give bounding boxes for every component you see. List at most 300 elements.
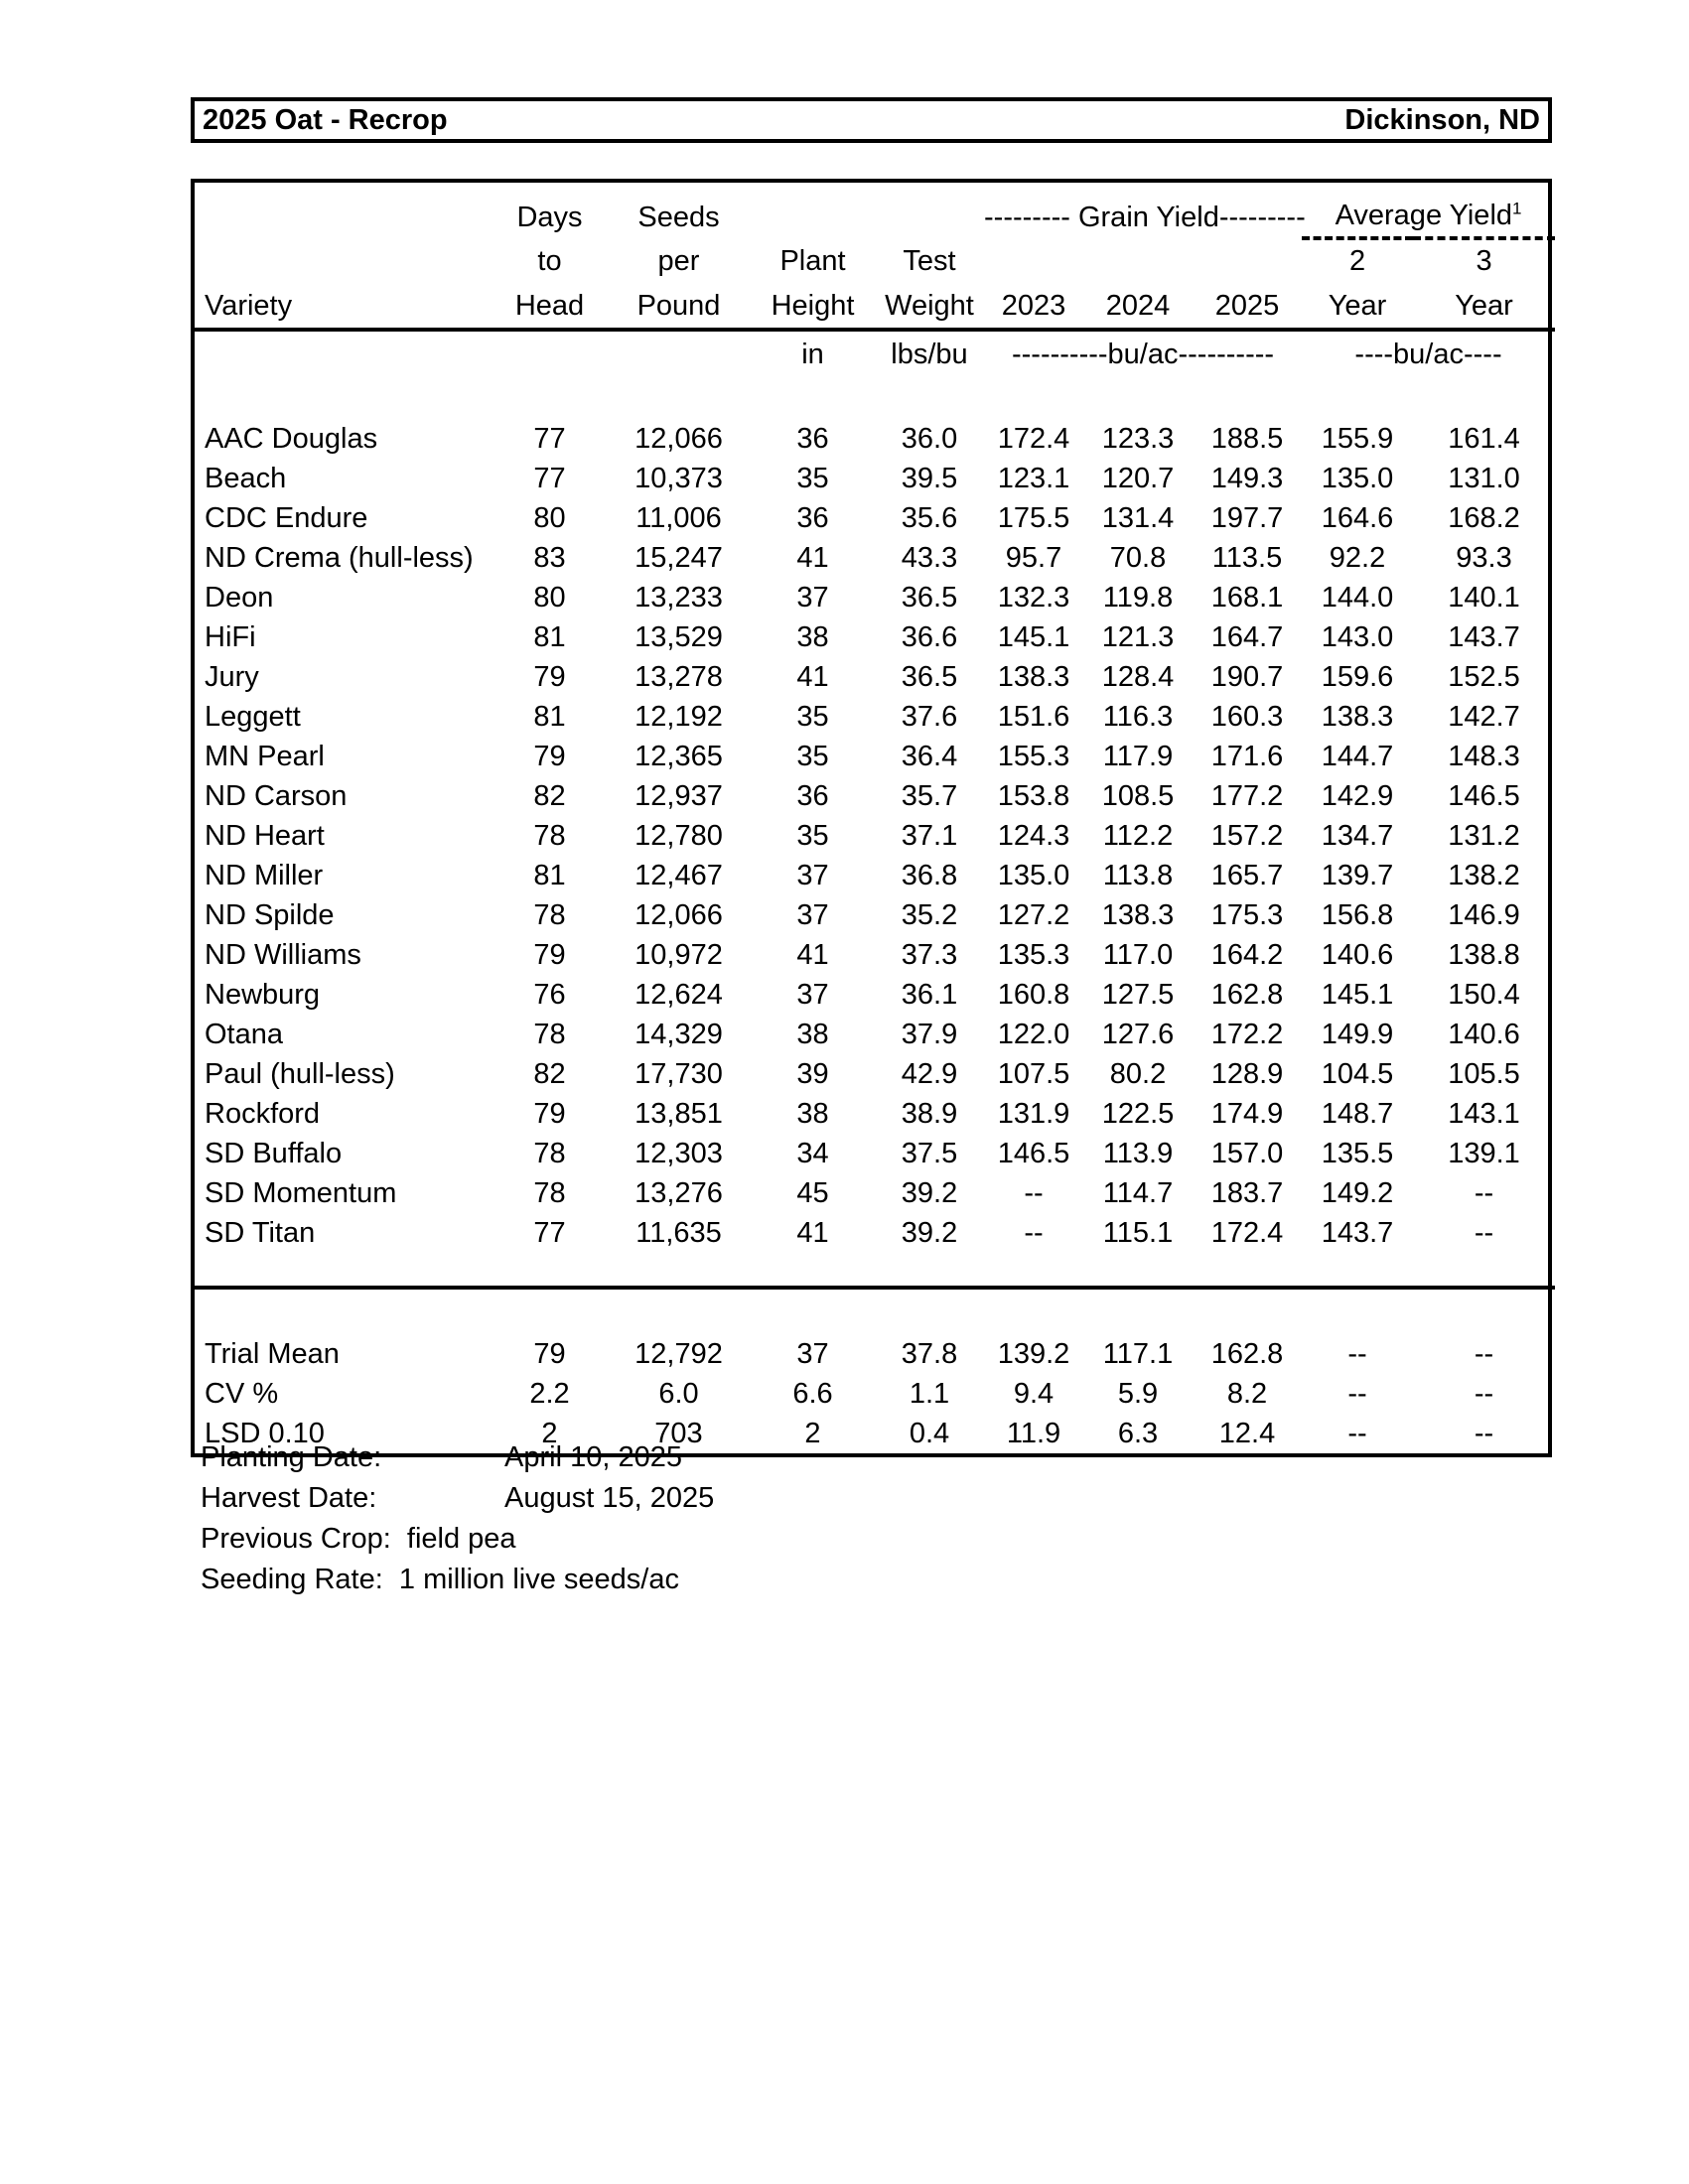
harvest-date-value: August 15, 2025 xyxy=(504,1482,715,1514)
row-label: ND Williams xyxy=(205,938,361,971)
section-divider xyxy=(195,1253,1555,1334)
value-cell: 93.3 xyxy=(1456,541,1512,574)
value-cell: 2 xyxy=(804,1417,821,1449)
value-cell: 78 xyxy=(533,898,566,931)
header-year-2025: 2025 xyxy=(1193,281,1302,330)
value-cell: 157.2 xyxy=(1210,819,1284,852)
value-cell: 145.1 xyxy=(997,620,1070,653)
value-cell: 11,635 xyxy=(635,1216,722,1249)
value-cell: 142.9 xyxy=(1321,779,1394,812)
header-avg-2yr-label: Year xyxy=(1302,281,1413,330)
value-cell: 151.6 xyxy=(997,700,1070,733)
row-label: Otana xyxy=(205,1018,283,1050)
value-cell: 35.7 xyxy=(901,779,958,812)
value-cell: 78 xyxy=(533,1176,566,1209)
value-cell: 139.1 xyxy=(1448,1137,1520,1169)
row-label: Trial Mean xyxy=(205,1337,340,1370)
spacer-row xyxy=(195,1288,1555,1334)
value-cell: 17,730 xyxy=(634,1057,723,1090)
value-cell: 37.6 xyxy=(901,700,958,733)
header-variety: Variety xyxy=(195,281,493,330)
planting-date-value: April 10, 2025 xyxy=(504,1441,682,1473)
header-test-2: Weight xyxy=(875,281,984,330)
value-cell: 79 xyxy=(533,740,566,772)
variety-row xyxy=(195,1015,1555,1054)
units-test-weight: lbs/bu xyxy=(891,338,968,370)
variety-row xyxy=(195,1054,1555,1094)
value-cell: 116.3 xyxy=(1102,700,1174,733)
value-cell: 39 xyxy=(796,1057,829,1090)
value-cell: 138.2 xyxy=(1448,859,1520,891)
header-plant-2: Height xyxy=(751,281,875,330)
value-cell: 77 xyxy=(533,422,566,455)
value-cell: 12,792 xyxy=(634,1337,723,1370)
value-cell: 131.4 xyxy=(1101,501,1175,534)
footer-grid xyxy=(201,1437,714,1519)
value-cell: 37.8 xyxy=(901,1337,958,1370)
header-plant-1: Plant xyxy=(779,245,846,277)
variety-row xyxy=(195,935,1555,975)
value-cell: 160.3 xyxy=(1210,700,1284,733)
units-spacer xyxy=(195,330,751,377)
value-cell: 13,233 xyxy=(634,581,723,614)
value-cell: 108.5 xyxy=(1101,779,1175,812)
spacer-row xyxy=(195,377,1555,419)
variety-row xyxy=(195,1134,1555,1173)
value-cell: 120.7 xyxy=(1101,462,1175,494)
value-cell: 162.8 xyxy=(1210,978,1284,1011)
value-cell: 77 xyxy=(533,462,566,494)
value-cell: 135.3 xyxy=(997,938,1070,971)
value-cell: 143.1 xyxy=(1448,1097,1520,1130)
value-cell: 10,373 xyxy=(634,462,723,494)
value-cell: 81 xyxy=(533,620,566,653)
row-label: Leggett xyxy=(205,700,301,733)
value-cell: 143.7 xyxy=(1448,620,1520,653)
header-test-1: Test xyxy=(903,245,956,277)
value-cell: 156.8 xyxy=(1321,898,1394,931)
header-row-1 xyxy=(195,183,1555,238)
value-cell: 80 xyxy=(533,581,566,614)
value-cell: 160.8 xyxy=(997,978,1070,1011)
value-cell: 41 xyxy=(796,938,829,971)
value-cell: 146.5 xyxy=(1448,779,1520,812)
summary-row xyxy=(195,1374,1555,1414)
value-cell: 164.2 xyxy=(1210,938,1284,971)
row-label: SD Momentum xyxy=(205,1176,397,1209)
value-cell: 157.0 xyxy=(1210,1137,1284,1169)
value-cell: 6.3 xyxy=(1117,1417,1159,1449)
value-cell: 12,624 xyxy=(634,978,723,1011)
value-cell: 146.5 xyxy=(997,1137,1070,1169)
header-year-2024: 2024 xyxy=(1083,281,1193,330)
header-spacer xyxy=(751,183,875,238)
value-cell: 36.5 xyxy=(901,660,958,693)
value-cell: 122.5 xyxy=(1101,1097,1175,1130)
value-cell: 140.1 xyxy=(1448,581,1520,614)
value-cell: 171.6 xyxy=(1210,740,1284,772)
row-label: Jury xyxy=(205,660,259,693)
value-cell: 104.5 xyxy=(1321,1057,1394,1090)
value-cell: 112.2 xyxy=(1102,819,1174,852)
summary-rows xyxy=(195,1334,1555,1453)
value-cell: 37 xyxy=(796,978,829,1011)
value-cell: 131.2 xyxy=(1448,819,1520,852)
row-label: LSD 0.10 xyxy=(205,1417,325,1449)
trial-table xyxy=(195,183,1555,1453)
units-grain-yield: ----------bu/ac---------- xyxy=(1011,338,1275,370)
variety-row xyxy=(195,1173,1555,1213)
value-cell: 2.2 xyxy=(529,1377,570,1410)
units-plant-height: in xyxy=(801,338,824,370)
value-cell: 36.0 xyxy=(901,422,958,455)
value-cell: 77 xyxy=(533,1216,566,1249)
value-cell: 177.2 xyxy=(1210,779,1284,812)
value-cell: 127.2 xyxy=(997,898,1070,931)
variety-row xyxy=(195,1213,1555,1253)
value-cell: -- xyxy=(1347,1417,1367,1449)
value-cell: 703 xyxy=(654,1417,703,1449)
header-days-3: Head xyxy=(493,281,607,330)
value-cell: 39.2 xyxy=(901,1176,958,1209)
value-cell: 107.5 xyxy=(997,1057,1070,1090)
value-cell: -- xyxy=(1347,1337,1367,1370)
row-label: AAC Douglas xyxy=(205,422,378,455)
value-cell: -- xyxy=(1474,1176,1494,1209)
value-cell: 174.9 xyxy=(1210,1097,1284,1130)
value-cell: 124.3 xyxy=(997,819,1070,852)
value-cell: 79 xyxy=(533,1097,566,1130)
value-cell: 82 xyxy=(533,1057,566,1090)
divider-row xyxy=(195,1253,1555,1288)
previous-crop-line: Previous Crop: field pea xyxy=(201,1523,516,1555)
value-cell: 34 xyxy=(796,1137,829,1169)
value-cell: 12,937 xyxy=(634,779,723,812)
value-cell: 81 xyxy=(533,859,566,891)
value-cell: 35.6 xyxy=(901,501,958,534)
value-cell: 39.5 xyxy=(901,462,958,494)
header-days-2: to xyxy=(537,245,562,277)
value-cell: 115.1 xyxy=(1102,1216,1174,1249)
value-cell: 117.9 xyxy=(1102,740,1174,772)
row-label: Paul (hull-less) xyxy=(205,1057,395,1090)
row-label: ND Crema (hull-less) xyxy=(205,541,474,574)
value-cell: 172.4 xyxy=(1210,1216,1284,1249)
value-cell: -- xyxy=(1474,1377,1494,1410)
value-cell: 37 xyxy=(796,898,829,931)
value-cell: 80.2 xyxy=(1109,1057,1167,1090)
trial-table-box xyxy=(191,179,1552,1457)
value-cell: 41 xyxy=(796,660,829,693)
value-cell: 144.7 xyxy=(1321,740,1394,772)
value-cell: 36.6 xyxy=(901,620,958,653)
value-cell: 11,006 xyxy=(635,501,722,534)
value-cell: 12.4 xyxy=(1218,1417,1276,1449)
header-avg-2yr-num: 2 xyxy=(1348,245,1366,277)
value-cell: 135.0 xyxy=(997,859,1070,891)
variety-row xyxy=(195,459,1555,498)
value-cell: 12,066 xyxy=(634,898,723,931)
value-cell: 175.3 xyxy=(1210,898,1284,931)
value-cell: 36.4 xyxy=(901,740,958,772)
value-cell: 172.4 xyxy=(997,422,1070,455)
variety-rows xyxy=(195,419,1555,1253)
header-average-yield xyxy=(1302,183,1555,238)
row-label: MN Pearl xyxy=(205,740,325,772)
value-cell: 37.3 xyxy=(901,938,958,971)
value-cell: 12,365 xyxy=(634,740,723,772)
row-label: Deon xyxy=(205,581,274,614)
value-cell: 37.5 xyxy=(901,1137,958,1169)
value-cell: -- xyxy=(1474,1216,1494,1249)
value-cell: 175.5 xyxy=(997,501,1070,534)
row-label: CDC Endure xyxy=(205,501,368,534)
footnote-marker: 1 xyxy=(1512,199,1522,218)
value-cell: 164.6 xyxy=(1321,501,1394,534)
value-cell: 12,303 xyxy=(634,1137,723,1169)
variety-row xyxy=(195,538,1555,578)
header-grain-yield: --------- Grain Yield--------- xyxy=(984,202,1306,233)
value-cell: 79 xyxy=(533,660,566,693)
value-cell: 10,972 xyxy=(634,938,723,971)
value-cell: 70.8 xyxy=(1109,541,1167,574)
value-cell: 37 xyxy=(796,581,829,614)
report-location: Dickinson, ND xyxy=(1344,103,1540,136)
value-cell: 135.0 xyxy=(1321,462,1394,494)
value-cell: 5.9 xyxy=(1117,1377,1159,1410)
report-title: 2025 Oat - Recrop xyxy=(203,103,448,136)
value-cell: 128.9 xyxy=(1210,1057,1284,1090)
header-year-2023: 2023 xyxy=(984,281,1083,330)
value-cell: 37 xyxy=(796,859,829,891)
value-cell: 36.1 xyxy=(901,978,958,1011)
header-spacer xyxy=(195,183,493,238)
summary-row xyxy=(195,1334,1555,1374)
value-cell: 78 xyxy=(533,1137,566,1169)
value-cell: 138.3 xyxy=(997,660,1070,693)
value-cell: 161.4 xyxy=(1448,422,1520,455)
value-cell: 159.6 xyxy=(1321,660,1394,693)
value-cell: 37.1 xyxy=(901,819,958,852)
value-cell: 155.9 xyxy=(1321,422,1394,455)
value-cell: 117.0 xyxy=(1102,938,1174,971)
value-cell: 128.4 xyxy=(1101,660,1175,693)
value-cell: 150.4 xyxy=(1448,978,1520,1011)
value-cell: 6.0 xyxy=(658,1377,699,1410)
header-row-3 xyxy=(195,281,1555,330)
value-cell: 11.9 xyxy=(1006,1417,1061,1449)
header-avg-3yr-num: 3 xyxy=(1476,245,1492,277)
title-bar xyxy=(191,97,1552,143)
value-cell: 36.5 xyxy=(901,581,958,614)
value-cell: 35 xyxy=(796,819,829,852)
row-label: ND Heart xyxy=(205,819,325,852)
value-cell: 38.9 xyxy=(901,1097,958,1130)
value-cell: 14,329 xyxy=(634,1018,723,1050)
variety-row xyxy=(195,419,1555,459)
value-cell: 38 xyxy=(796,1097,829,1130)
value-cell: 12,192 xyxy=(634,700,723,733)
seeding-rate-line: Seeding Rate: 1 million live seeds/ac xyxy=(201,1564,679,1595)
header-seeds-1: Seeds xyxy=(637,202,720,233)
value-cell: 81 xyxy=(533,700,566,733)
value-cell: 134.7 xyxy=(1321,819,1394,852)
value-cell: 197.7 xyxy=(1210,501,1284,534)
value-cell: 135.5 xyxy=(1321,1137,1394,1169)
value-cell: 13,529 xyxy=(634,620,723,653)
value-cell: 138.8 xyxy=(1448,938,1520,971)
value-cell: 38 xyxy=(796,1018,829,1050)
value-cell: 127.6 xyxy=(1101,1018,1175,1050)
value-cell: 38 xyxy=(796,620,829,653)
value-cell: 149.3 xyxy=(1210,462,1284,494)
value-cell: 162.8 xyxy=(1210,1337,1284,1370)
value-cell: 188.5 xyxy=(1210,422,1284,455)
value-cell: 13,276 xyxy=(634,1176,723,1209)
value-cell: -- xyxy=(1347,1377,1367,1410)
value-cell: 1.1 xyxy=(909,1377,950,1410)
value-cell: 121.3 xyxy=(1101,620,1175,653)
value-cell: 153.8 xyxy=(997,779,1070,812)
value-cell: 36 xyxy=(796,422,829,455)
value-cell: 139.7 xyxy=(1321,859,1394,891)
value-cell: 143.0 xyxy=(1321,620,1394,653)
variety-row xyxy=(195,776,1555,816)
value-cell: 15,247 xyxy=(634,541,723,574)
value-cell: 82 xyxy=(533,779,566,812)
value-cell: 43.3 xyxy=(901,541,958,574)
value-cell: -- xyxy=(1474,1337,1494,1370)
value-cell: 36.8 xyxy=(901,859,958,891)
value-cell: 12,467 xyxy=(634,859,723,891)
value-cell: 2 xyxy=(541,1417,558,1449)
value-cell: 36 xyxy=(796,779,829,812)
value-cell: 113.8 xyxy=(1102,859,1174,891)
header-spacer xyxy=(875,183,984,238)
row-label: Beach xyxy=(205,462,287,494)
value-cell: 140.6 xyxy=(1448,1018,1520,1050)
value-cell: 13,851 xyxy=(634,1097,723,1130)
value-cell: 6.6 xyxy=(792,1377,833,1410)
value-cell: 9.4 xyxy=(1013,1377,1055,1410)
value-cell: 13,278 xyxy=(634,660,723,693)
row-label: SD Titan xyxy=(205,1216,316,1249)
value-cell: 80 xyxy=(533,501,566,534)
value-cell: 155.3 xyxy=(997,740,1070,772)
header-average-yield-label: Average Yield xyxy=(1335,200,1513,231)
units-average-yield: ----bu/ac---- xyxy=(1354,338,1502,370)
value-cell: 12,780 xyxy=(634,819,723,852)
value-cell: 131.9 xyxy=(997,1097,1070,1130)
value-cell: 113.5 xyxy=(1211,541,1283,574)
value-cell: 35 xyxy=(796,740,829,772)
value-cell: 149.9 xyxy=(1321,1018,1394,1050)
value-cell: 146.9 xyxy=(1448,898,1520,931)
variety-row xyxy=(195,657,1555,697)
value-cell: 37.9 xyxy=(901,1018,958,1050)
value-cell: 190.7 xyxy=(1210,660,1284,693)
value-cell: 78 xyxy=(533,819,566,852)
variety-row xyxy=(195,816,1555,856)
units-row xyxy=(195,330,1555,377)
row-label: CV % xyxy=(205,1377,279,1410)
value-cell: -- xyxy=(1474,1417,1494,1449)
value-cell: -- xyxy=(1024,1176,1044,1209)
header-seeds-2: per xyxy=(657,245,700,277)
row-label: HiFi xyxy=(205,620,256,653)
value-cell: 152.5 xyxy=(1448,660,1520,693)
value-cell: 168.1 xyxy=(1210,581,1284,614)
row-label: Rockford xyxy=(205,1097,321,1130)
header-spacer xyxy=(984,238,1302,281)
planting-date-label: Planting Date: xyxy=(201,1441,382,1473)
header-avg-3yr-label: Year xyxy=(1413,281,1555,330)
value-cell: 113.9 xyxy=(1102,1137,1174,1169)
row-label: SD Buffalo xyxy=(205,1137,343,1169)
value-cell: 0.4 xyxy=(909,1417,950,1449)
value-cell: 95.7 xyxy=(1005,541,1062,574)
value-cell: 131.0 xyxy=(1448,462,1520,494)
variety-row xyxy=(195,1094,1555,1134)
value-cell: 92.2 xyxy=(1329,541,1386,574)
value-cell: 149.2 xyxy=(1321,1176,1394,1209)
value-cell: -- xyxy=(1024,1216,1044,1249)
value-cell: 83 xyxy=(533,541,566,574)
value-cell: 168.2 xyxy=(1448,501,1520,534)
value-cell: 35 xyxy=(796,700,829,733)
value-cell: 138.3 xyxy=(1101,898,1175,931)
variety-row xyxy=(195,895,1555,935)
value-cell: 148.3 xyxy=(1448,740,1520,772)
value-cell: 164.7 xyxy=(1210,620,1284,653)
value-cell: 114.7 xyxy=(1102,1176,1174,1209)
header-spacer xyxy=(195,238,493,281)
value-cell: 119.8 xyxy=(1102,581,1174,614)
header-days-1: Days xyxy=(516,202,583,233)
value-cell: 123.3 xyxy=(1101,422,1175,455)
variety-row xyxy=(195,578,1555,617)
value-cell: 42.9 xyxy=(901,1057,958,1090)
value-cell: 37 xyxy=(796,1337,829,1370)
value-cell: 117.1 xyxy=(1102,1337,1174,1370)
value-cell: 123.1 xyxy=(997,462,1070,494)
value-cell: 105.5 xyxy=(1448,1057,1520,1090)
value-cell: 12,066 xyxy=(634,422,723,455)
value-cell: 138.3 xyxy=(1321,700,1394,733)
harvest-date-label: Harvest Date: xyxy=(201,1482,377,1514)
value-cell: 144.0 xyxy=(1321,581,1394,614)
value-cell: 76 xyxy=(533,978,566,1011)
value-cell: 78 xyxy=(533,1018,566,1050)
value-cell: 132.3 xyxy=(997,581,1070,614)
value-cell: 79 xyxy=(533,938,566,971)
value-cell: 36 xyxy=(796,501,829,534)
value-cell: 8.2 xyxy=(1226,1377,1268,1410)
row-label: ND Miller xyxy=(205,859,324,891)
row-label: Newburg xyxy=(205,978,321,1011)
variety-row xyxy=(195,856,1555,895)
value-cell: 183.7 xyxy=(1210,1176,1284,1209)
value-cell: 140.6 xyxy=(1321,938,1394,971)
value-cell: 172.2 xyxy=(1210,1018,1284,1050)
value-cell: 45 xyxy=(796,1176,829,1209)
variety-row xyxy=(195,975,1555,1015)
variety-row xyxy=(195,737,1555,776)
value-cell: 139.2 xyxy=(997,1337,1070,1370)
value-cell: 122.0 xyxy=(997,1018,1070,1050)
value-cell: 143.7 xyxy=(1321,1216,1394,1249)
row-label: ND Carson xyxy=(205,779,348,812)
